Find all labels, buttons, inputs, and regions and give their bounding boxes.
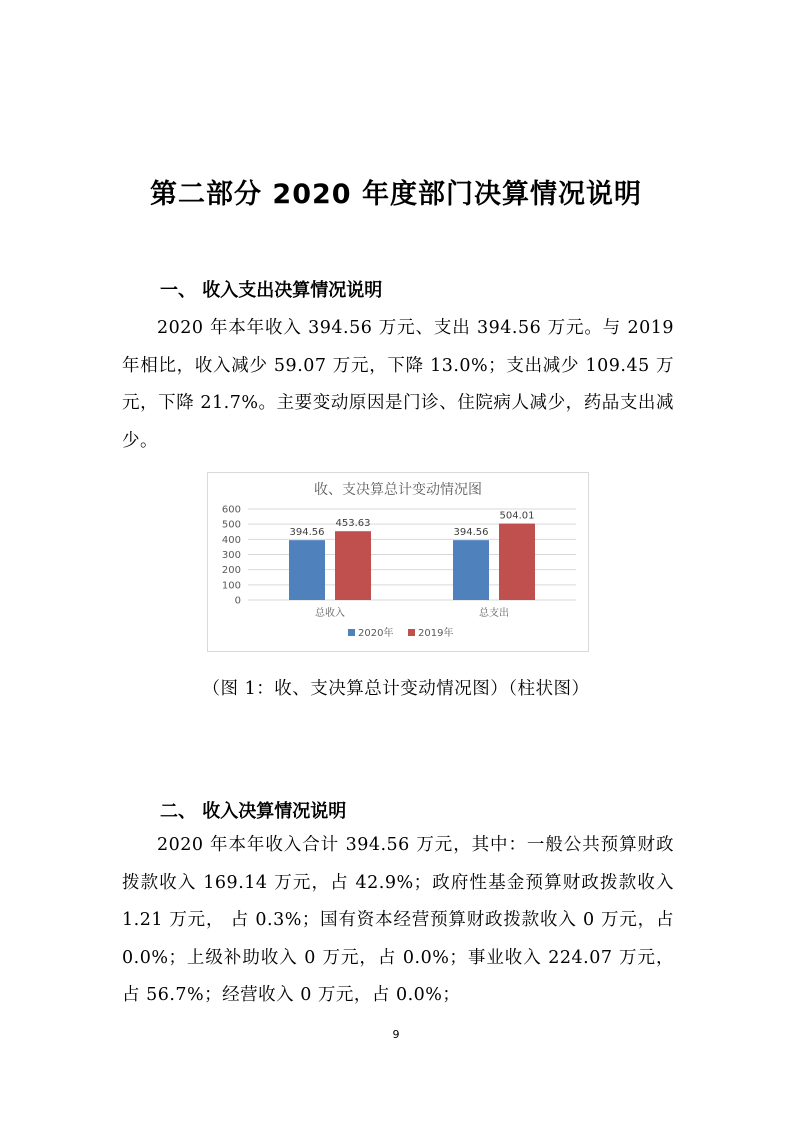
y-tick-label: 200: [221, 565, 241, 577]
section-1-paragraph: 2020 年本年收入 394.56 万元、支出 394.56 万元。与 2019 年相比，收入减少 59.07 万元，下降 13.0%；支出减少 109.45 万元，下降 21.7%。主要变动原因是门诊、住院病人减少，药品支出减少。: [122, 318, 674, 451]
legend-swatch: [348, 629, 355, 636]
legend-label: 2020年: [358, 628, 394, 639]
data-label: 453.63: [335, 518, 371, 530]
y-tick-label: 400: [221, 534, 241, 546]
x-tick-label: 总支出: [479, 608, 509, 619]
x-tick-label: 总收入: [315, 608, 345, 619]
data-label: 504.01: [499, 510, 535, 522]
chart-svg: [208, 473, 588, 651]
data-label: 394.56: [453, 527, 489, 539]
page-number: 9: [392, 1028, 400, 1041]
figure-1-caption: （图 1：收、支决算总计变动情况图）（柱状图）: [202, 679, 590, 699]
income-expense-chart: [207, 472, 589, 652]
y-tick-label: 0: [234, 595, 241, 607]
y-tick-label: 300: [221, 550, 241, 561]
section-1-heading: 一、 收入支出决算情况说明: [160, 280, 383, 301]
bar: [289, 540, 325, 600]
section-2-paragraph: 2020 年本年收入合计 394.56 万元，其中：一般公共预算财政拨款收入 169.14 万元，占 42.9%；政府性基金预算财政拨款收入 1.21 万元， 占 0.3%；国有资本经营预算财政拨款收入 0 万元，占 0.0%；上级补助收入 0 万元，占 0.0%；事业收入 224.07 万元，占 56.7%；经营收入 0 万元，占 0.0%；: [122, 835, 674, 1005]
page-title: 第二部分 2020 年度部门决算情况说明: [150, 179, 642, 210]
bar: [499, 524, 535, 600]
y-tick-label: 600: [221, 504, 241, 516]
chart-title: 收、支决算总计变动情况图: [314, 482, 482, 498]
bar: [453, 540, 489, 600]
legend-label: 2019年: [418, 628, 454, 639]
y-tick-label: 500: [221, 519, 241, 531]
legend-swatch: [408, 629, 415, 636]
y-tick-label: 100: [221, 580, 241, 592]
section-2-heading: 二、 收入决算情况说明: [160, 801, 347, 822]
data-label: 394.56: [289, 527, 325, 539]
bar: [335, 531, 371, 600]
